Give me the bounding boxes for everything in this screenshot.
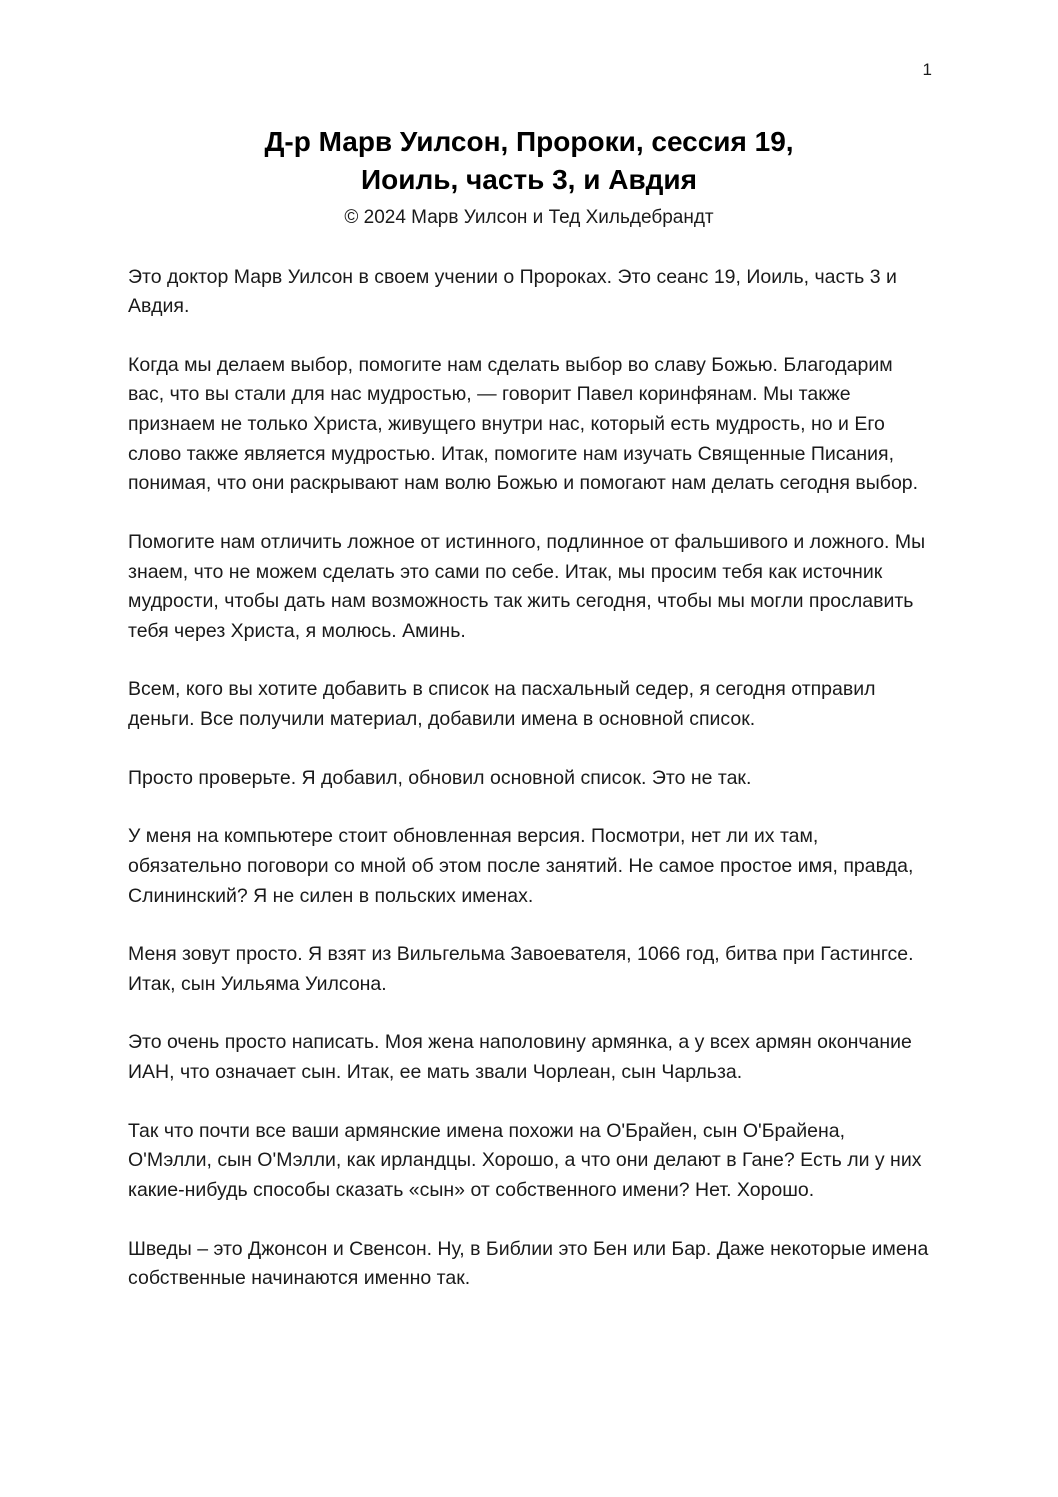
paragraph: Это очень просто написать. Моя жена наполовину армянка, а у всех армян окончание ИАН, что означает сын. Итак, ее мать звали Чорлеан, сын Чарльза. [128,1031,912,1084]
paragraph: Меня зовут просто. Я взят из Вильгельма Завоевателя, 1066 год, битва при Гастингсе. Итак, сын Уильяма Уилсона. [128,943,914,995]
paragraph: У меня на компьютере стоит обновленная версия. Посмотри, нет ли их там, обязательно поговори со мной об этом после занятий. Не самое простое имя, правда, Слининский? Я не силен в польских именах. [128,825,914,907]
paragraph: Так что почти все ваши армянские имена похожи на О'Брайен, сын О'Брайена, О'Мэлли, сын О'Мэлли, как ирландцы. Хорошо, а что они делают в Гане? Есть ли у них какие-нибудь способы сказать «сын» от собственного имени? Нет. Хорошо. [128,1119,922,1201]
paragraph: Когда мы делаем выбор, помогите нам сделать выбор во славу Божью. Благодарим вас, что вы стали для нас мудростью, — говорит Павел коринфянам. Мы также признаем не только Христа, живущего внутри нас, который есть мудрость, но и Его слово также является мудростью. Итак, помогите нам изучать Священные Писания, понимая, что они раскрывают нам волю Божью и помогают нам делать сегодня выбор. [128,353,919,495]
paragraph: Просто проверьте. Я добавил, обновил основной список. Это не так. [128,766,752,789]
title-block [128,123,930,229]
document-title-line-1: Д-р Марв Уилсон, Пророки, сессия 19, [264,126,794,157]
page-number: 1 [922,60,932,79]
paragraph: Это доктор Марв Уилсон в своем учении о Пророках. Это сеанс 19, Иоиль, часть 3 и Авдия. [128,265,897,318]
copyright-line: © 2024 Марв Уилсон и Тед Хильдебрандт [344,206,714,228]
document-body [128,263,930,1294]
paragraph: Всем, кого вы хотите добавить в список на пасхальный седер, я сегодня отправил деньги. Все получили материал, добавили имена в основной список. [128,678,876,731]
paragraph: Помогите нам отличить ложное от истинного, подлинное от фальшивого и ложного. Мы знаем, что не можем сделать это сами по себе. Итак, мы просим тебя как источник мудрости, чтобы дать нам возможность так жить сегодня, чтобы мы могли прославить тебя через Христа, я молюсь. Аминь. [128,530,926,642]
document-title-line-2: Иоиль, часть 3, и Авдия [361,163,697,195]
paragraph: Шведы – это Джонсон и Свенсон. Ну, в Библии это Бен или Бар. Даже некоторые имена собственные начинаются именно так. [128,1237,929,1290]
